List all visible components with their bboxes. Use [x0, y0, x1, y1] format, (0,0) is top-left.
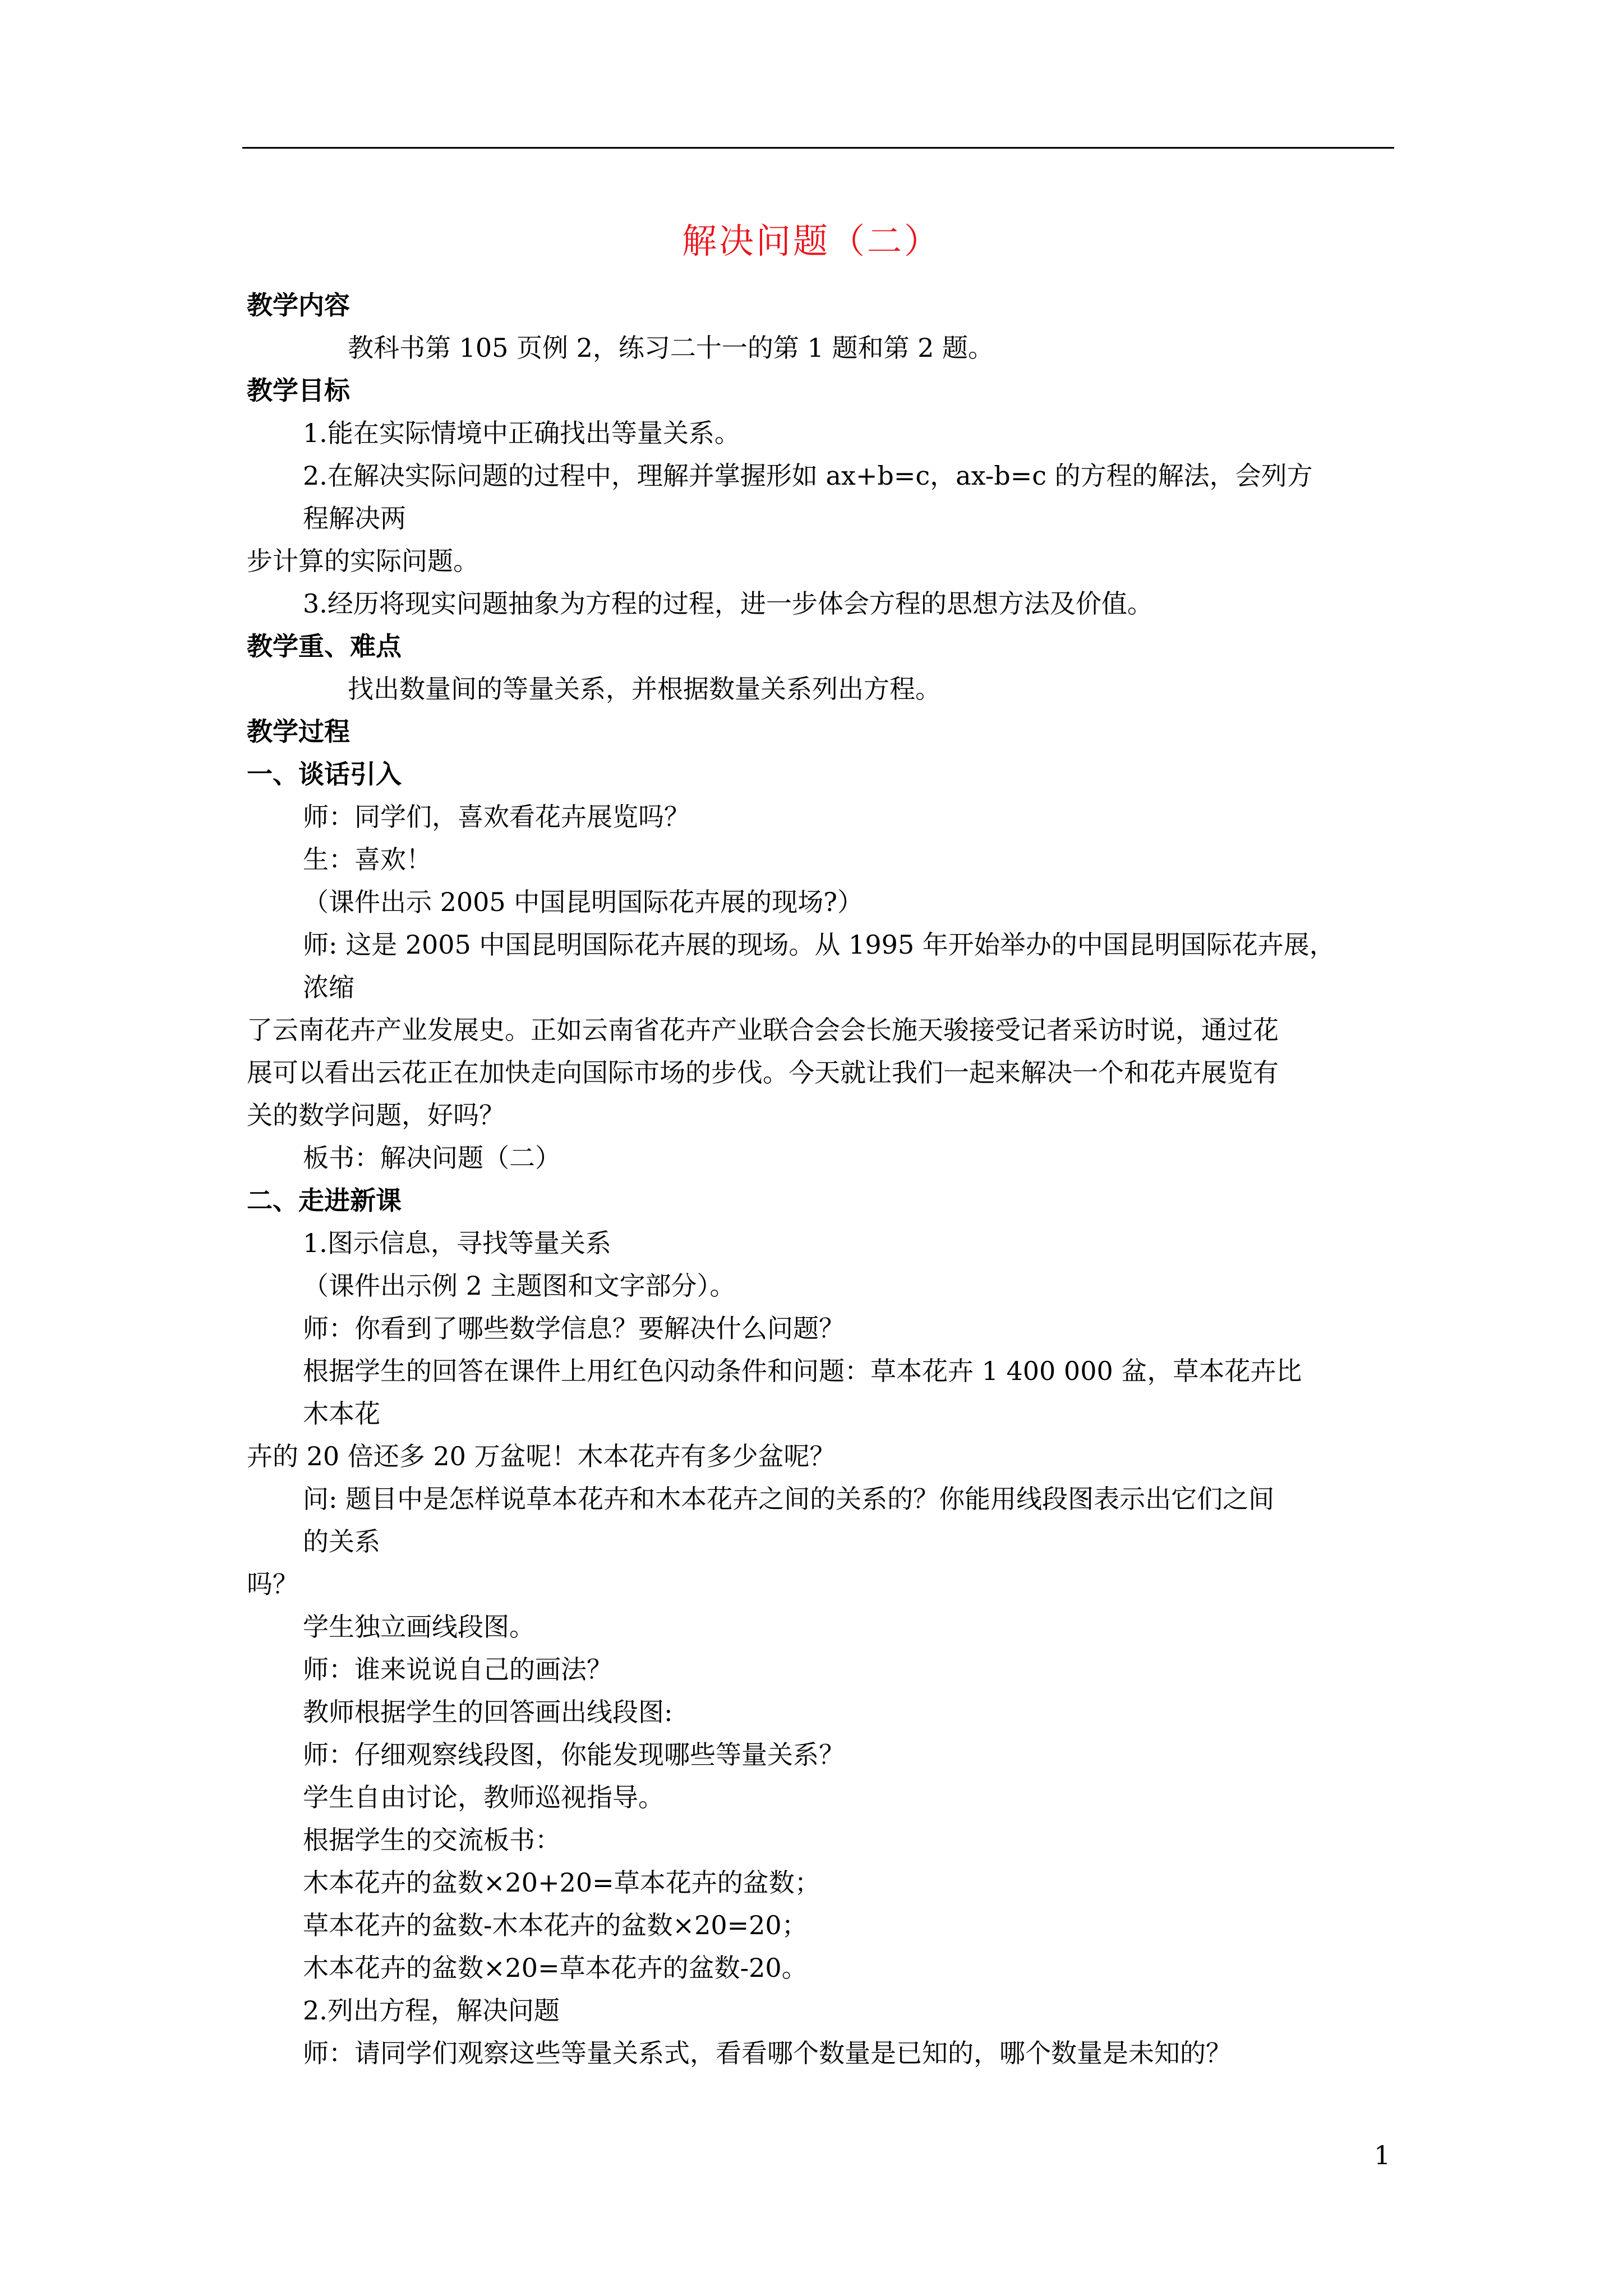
paragraph-line: 根据学生的回答在课件上用红色闪动条件和问题：草本花卉 1 400 000 盆，草本花卉比 [303, 1356, 1302, 1386]
paragraph-line: 师: 这是 2005 中国昆明国际花卉展的现场。从 1995 年开始举办的中国昆明国际花卉展， [303, 930, 1335, 960]
paragraph-line: 1.图示信息，寻找等量关系 [303, 1228, 611, 1258]
paragraph-line: 关的数学问题，好吗？ [247, 1100, 505, 1130]
section-heading: 教学重、难点 [247, 631, 402, 661]
equation-line: 木本花卉的盆数×20+20=草本花卉的盆数； [303, 1867, 820, 1898]
paragraph-line: 师：你看到了哪些数学信息？要解决什么问题？ [303, 1313, 845, 1343]
paragraph-line: 师：同学们，喜欢看花卉展览吗？ [303, 802, 690, 832]
paragraph-line: 木本花 [303, 1398, 380, 1429]
header-rule [242, 147, 1394, 149]
paragraph-line: 1.能在实际情境中正确找出等量关系。 [303, 418, 740, 448]
paragraph-line: 师：请同学们观察这些等量关系式，看看哪个数量是已知的，哪个数量是未知的？ [303, 2038, 1232, 2068]
paragraph-line: 根据学生的交流板书： [303, 1825, 561, 1855]
paragraph-line: 学生自由讨论，教师巡视指导。 [303, 1782, 664, 1812]
section-heading: 一、谈话引入 [247, 759, 402, 789]
paragraph-line: 教科书第 105 页例 2，练习二十一的第 1 题和第 2 题。 [348, 333, 994, 363]
paragraph-line: 2.在解决实际问题的过程中，理解并掌握形如 ax+b=c，ax-b=c 的方程的解法，会列方 [303, 461, 1313, 491]
paragraph-line: 学生独立画线段图。 [303, 1612, 535, 1642]
paragraph-line: 2.列出方程，解决问题 [303, 1995, 560, 2026]
paragraph-line: 师：谁来说说自己的画法？ [303, 1654, 612, 1685]
paragraph-line: 了云南花卉产业发展史。正如云南省花卉产业联合会会长施天骏接受记者采访时说，通过花 [247, 1015, 1279, 1045]
paragraph-line: 程解决两 [303, 503, 406, 533]
equation-line: 草本花卉的盆数-木本花卉的盆数×20=20； [303, 1910, 808, 1940]
paragraph-line: （课件出示例 2 主题图和文字部分）。 [303, 1271, 736, 1301]
section-heading: 教学内容 [247, 290, 350, 320]
paragraph-line: 生：喜欢！ [303, 844, 432, 875]
section-heading: 教学目标 [247, 375, 350, 406]
paragraph-line: 展可以看出云花正在加快走向国际市场的步伐。今天就让我们一起来解决一个和花卉展览有 [247, 1057, 1279, 1088]
paragraph-line: 卉的 20 倍还多 20 万盆呢！木本花卉有多少盆呢？ [247, 1441, 836, 1471]
paragraph-line: 板书：解决问题（二） [303, 1143, 561, 1173]
paragraph-line: 3.经历将现实问题抽象为方程的过程，进一步体会方程的思想方法及价值。 [303, 588, 1153, 619]
paragraph-line: 的关系 [303, 1526, 380, 1557]
paragraph-line: 浓缩 [303, 972, 354, 1002]
paragraph-line: 问: 题目中是怎样说草本花卉和木本花卉之间的关系的？你能用线段图表示出它们之间 [303, 1484, 1275, 1514]
paragraph-line: 教师根据学生的回答画出线段图: [303, 1697, 673, 1727]
page-number: 1 [1374, 2140, 1391, 2170]
paragraph-line: 师：仔细观察线段图，你能发现哪些等量关系？ [303, 1740, 845, 1770]
paragraph-line: 步计算的实际问题。 [247, 546, 479, 576]
section-heading: 二、走进新课 [247, 1185, 402, 1216]
equation-line: 木本花卉的盆数×20=草本花卉的盆数-20。 [303, 1953, 808, 1983]
paragraph-line: （课件出示 2005 中国昆明国际花卉展的现场?） [303, 887, 863, 917]
paragraph-line: 找出数量间的等量关系，并根据数量关系列出方程。 [348, 674, 941, 704]
document-title: 解决问题（二） [681, 220, 941, 261]
section-heading: 教学过程 [247, 716, 350, 747]
paragraph-line: 吗？ [247, 1569, 298, 1599]
